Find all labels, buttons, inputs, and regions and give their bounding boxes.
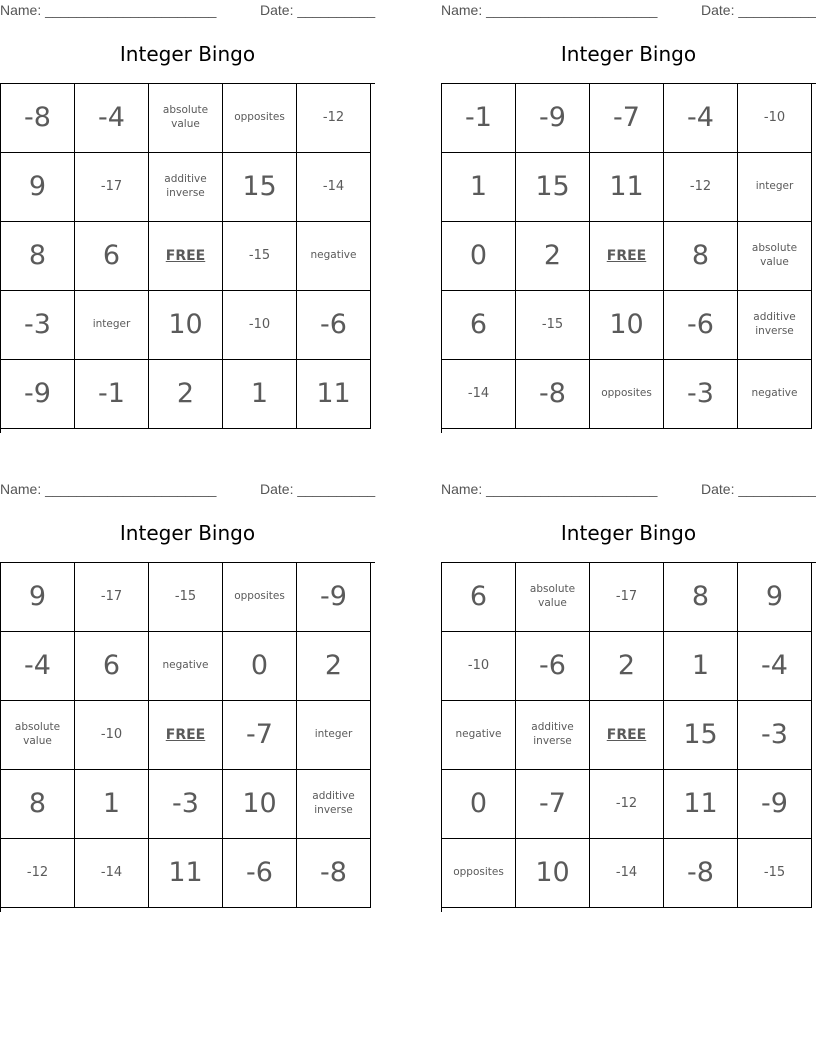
bingo-cell: -10	[442, 632, 516, 701]
bingo-cell: -6	[223, 839, 297, 908]
bingo-cell: -17	[590, 563, 664, 632]
bingo-cell: absolute value	[516, 563, 590, 632]
bingo-cell: 8	[1, 770, 75, 839]
bingo-cell: -7	[223, 701, 297, 770]
bingo-cell: -7	[516, 770, 590, 839]
bingo-cell: -14	[75, 839, 149, 908]
bingo-cell: 2	[516, 222, 590, 291]
date-field: Date: __________	[701, 2, 816, 18]
bingo-cell: 10	[516, 839, 590, 908]
name-field: Name: ______________________	[441, 2, 658, 18]
bingo-cell: -9	[516, 84, 590, 153]
bingo-cell: integer	[738, 153, 812, 222]
bingo-cell: 2	[590, 632, 664, 701]
card-header	[441, 479, 816, 501]
name-field: Name: ______________________	[441, 481, 658, 497]
bingo-cell: 2	[297, 632, 371, 701]
bingo-cell: -9	[297, 563, 371, 632]
card-title: Integer Bingo	[119, 521, 256, 545]
bingo-cell: 11	[664, 770, 738, 839]
bingo-cell: opposites	[223, 563, 297, 632]
bingo-cell: -14	[297, 153, 371, 222]
bingo-cell: -8	[297, 839, 371, 908]
bingo-cell: -15	[223, 222, 297, 291]
bingo-grid	[0, 562, 375, 912]
bingo-cell: -15	[738, 839, 812, 908]
bingo-cell: 15	[516, 153, 590, 222]
card-header	[441, 0, 816, 22]
bingo-cell: integer	[75, 291, 149, 360]
bingo-cell: additive inverse	[149, 153, 223, 222]
bingo-cell: 1	[664, 632, 738, 701]
bingo-cell: opposites	[442, 839, 516, 908]
bingo-cell: -15	[516, 291, 590, 360]
bingo-cell: opposites	[223, 84, 297, 153]
bingo-cell: opposites	[590, 360, 664, 429]
bingo-cell: 11	[297, 360, 371, 429]
bingo-cell: 10	[223, 770, 297, 839]
name-field: Name: ______________________	[0, 2, 217, 18]
bingo-cell: -4	[1, 632, 75, 701]
bingo-cell: -6	[516, 632, 590, 701]
bingo-cell: absolute value	[1, 701, 75, 770]
bingo-cell: 1	[75, 770, 149, 839]
bingo-cell: -3	[1, 291, 75, 360]
bingo-cell: 8	[664, 222, 738, 291]
bingo-card-1	[0, 0, 375, 432]
bingo-cell: 6	[442, 563, 516, 632]
bingo-cell: 0	[223, 632, 297, 701]
card-header	[0, 0, 375, 22]
bingo-grid	[441, 83, 816, 433]
bingo-cell: -3	[738, 701, 812, 770]
bingo-cell: -10	[223, 291, 297, 360]
bingo-cell: -8	[1, 84, 75, 153]
card-title: Integer Bingo	[119, 42, 256, 66]
free-space-cell: FREE	[590, 701, 664, 770]
bingo-card-4	[441, 479, 816, 911]
bingo-cell: -7	[590, 84, 664, 153]
date-field: Date: __________	[260, 481, 376, 497]
bingo-cell: -12	[664, 153, 738, 222]
bingo-cell: integer	[297, 701, 371, 770]
date-field: Date: __________	[260, 2, 376, 18]
bingo-cell: -12	[590, 770, 664, 839]
bingo-cell: -4	[75, 84, 149, 153]
bingo-cell: -6	[297, 291, 371, 360]
bingo-cell: -9	[738, 770, 812, 839]
bingo-cell: 9	[738, 563, 812, 632]
bingo-cell: -1	[75, 360, 149, 429]
bingo-cell: 11	[149, 839, 223, 908]
bingo-cell: -14	[442, 360, 516, 429]
bingo-cell: 0	[442, 770, 516, 839]
bingo-cell: negative	[297, 222, 371, 291]
bingo-cell: 8	[1, 222, 75, 291]
bingo-grid	[0, 83, 375, 433]
free-space-cell: FREE	[590, 222, 664, 291]
bingo-cell: -3	[664, 360, 738, 429]
bingo-cell: -8	[516, 360, 590, 429]
bingo-cell: 9	[1, 563, 75, 632]
bingo-cell: 15	[664, 701, 738, 770]
bingo-cell: -17	[75, 153, 149, 222]
bingo-cell: -10	[75, 701, 149, 770]
bingo-cell: 15	[223, 153, 297, 222]
bingo-cell: -12	[297, 84, 371, 153]
bingo-cell: -4	[664, 84, 738, 153]
bingo-cell: 9	[1, 153, 75, 222]
bingo-cell: -14	[590, 839, 664, 908]
bingo-cell: additive inverse	[738, 291, 812, 360]
bingo-cell: 8	[664, 563, 738, 632]
card-title: Integer Bingo	[560, 42, 697, 66]
bingo-cell: -3	[149, 770, 223, 839]
bingo-cell: 10	[590, 291, 664, 360]
bingo-cell: absolute value	[738, 222, 812, 291]
bingo-cell: 10	[149, 291, 223, 360]
bingo-cell: absolute value	[149, 84, 223, 153]
bingo-cell: 6	[75, 222, 149, 291]
bingo-cell: -8	[664, 839, 738, 908]
bingo-cell: negative	[442, 701, 516, 770]
bingo-cell: -12	[1, 839, 75, 908]
bingo-cell: -15	[149, 563, 223, 632]
bingo-cell: 11	[590, 153, 664, 222]
bingo-cell: negative	[149, 632, 223, 701]
bingo-card-3	[0, 479, 375, 911]
bingo-cell: 1	[223, 360, 297, 429]
name-field: Name: ______________________	[0, 481, 217, 497]
bingo-cell: additive inverse	[516, 701, 590, 770]
bingo-cell: -4	[738, 632, 812, 701]
date-field: Date: __________	[701, 481, 816, 497]
bingo-cell: additive inverse	[297, 770, 371, 839]
bingo-cell: 6	[75, 632, 149, 701]
bingo-grid	[441, 562, 816, 912]
bingo-cell: 1	[442, 153, 516, 222]
bingo-cell: -9	[1, 360, 75, 429]
bingo-card-2	[441, 0, 816, 432]
card-title: Integer Bingo	[560, 521, 697, 545]
bingo-cell: -6	[664, 291, 738, 360]
bingo-cell: negative	[738, 360, 812, 429]
bingo-cell: 6	[442, 291, 516, 360]
card-header	[0, 479, 375, 501]
free-space-cell: FREE	[149, 701, 223, 770]
free-space-cell: FREE	[149, 222, 223, 291]
bingo-cell: -1	[442, 84, 516, 153]
bingo-cell: 2	[149, 360, 223, 429]
bingo-cell: 0	[442, 222, 516, 291]
bingo-cell: -10	[738, 84, 812, 153]
bingo-cell: -17	[75, 563, 149, 632]
